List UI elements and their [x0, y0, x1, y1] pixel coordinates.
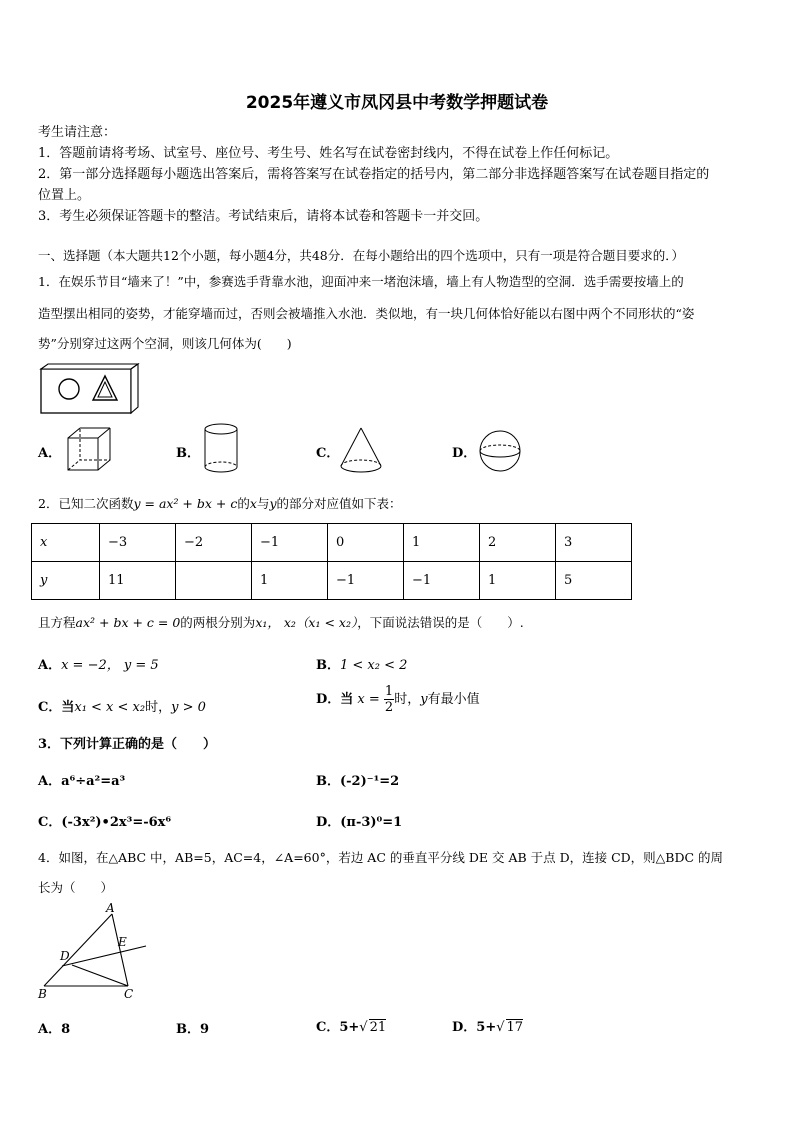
cylinder-icon	[203, 422, 239, 474]
table-cell: −1	[404, 562, 480, 600]
q2-option-d-label: D．当	[316, 692, 354, 707]
q1-option-b-label: B．	[176, 446, 200, 461]
q2-stem-prefix: 2．已知二次函数	[38, 496, 134, 511]
table-row-y	[32, 562, 632, 600]
q4-option-d-radicand: 17	[506, 1020, 524, 1035]
q2-var-y: y	[269, 496, 277, 511]
table-row-x	[32, 524, 632, 562]
point-label-b: B	[38, 987, 47, 1001]
q2-stem-mid: 的	[237, 496, 250, 511]
q2-value-table	[31, 523, 632, 600]
q2-option-b-label: B．	[316, 658, 340, 673]
page-title: 2025年遵义市凤冈县中考数学押题试卷	[245, 93, 549, 113]
q2-option-d-y: y	[420, 692, 428, 707]
q4-option-d-label: D．5+	[452, 1020, 497, 1035]
table-cell	[176, 562, 252, 600]
table-cell: 2	[480, 524, 556, 562]
table-cell: 3	[556, 524, 632, 562]
sqrt-icon: √	[359, 1020, 368, 1035]
table-cell: 5	[556, 562, 632, 600]
sqrt-icon: √	[496, 1020, 505, 1035]
triangle-figure	[36, 900, 152, 1004]
notice-item-2: 2．第一部分选择题每小题选出答案后，需将答案写在试卷指定的括号内，第二部分非选择题答案写在试卷题目指定的	[38, 167, 710, 182]
q2-option-c-math2: y > 0	[171, 700, 206, 715]
q2-option-c-mid: 时，	[145, 700, 172, 715]
q2-option-b-text: 1 < x₂ < 2	[340, 658, 408, 673]
q2-option-b	[316, 654, 407, 673]
table-cell: −1	[328, 562, 404, 600]
q3-option-b: B．(-2)⁻¹=2	[316, 774, 400, 789]
notice-item-1: 1．答题前请将考场、试室号、座位号、考生号、姓名写在试卷密封线内，不得在试卷上作任何标记。	[38, 146, 619, 161]
q2-function: y = ax² + bx + c	[133, 496, 238, 511]
q4-option-b: B．9	[176, 1022, 210, 1037]
fraction-denominator: 2	[384, 700, 394, 715]
q2-stem-suffix: 的部分对应值如下表：	[276, 496, 402, 511]
q2-var-x: x	[249, 496, 257, 511]
notice-heading: 考生请注意：	[38, 125, 117, 140]
q2-roots: x₁， x₂（x₁ < x₂）	[255, 615, 358, 630]
q2-cond-prefix: 且方程	[38, 615, 76, 630]
q1-option-d-label: D．	[452, 446, 477, 461]
table-header-x: x	[32, 524, 100, 562]
table-cell: 0	[328, 524, 404, 562]
notice-item-3: 3．考生必须保证答题卡的整洁。考试结束后，请将本试卷和答题卡一并交回。	[38, 209, 489, 224]
q4-option-d	[452, 1016, 523, 1035]
table-cell: −2	[176, 524, 252, 562]
q2-cond-suffix: ，下面说法错误的是（ ）.	[357, 615, 524, 630]
q4-line-2: 长为（ ）	[38, 880, 114, 895]
q4-line-1: 4．如图，在△ABC 中，AB=5，AC=4，∠A=60°，若边 AC 的垂直平分线 DE 交 AB 于点 D，连接 CD，则△BDC 的周	[38, 850, 724, 865]
table-cell: 11	[100, 562, 176, 600]
fraction-numerator: 1	[384, 684, 394, 699]
q1-line-2: 造型摆出相同的姿势，才能穿墙而过，否则会被墙推入水池．类似地，有一块几何体恰好能以右图中两个不同形状的“姿	[38, 306, 695, 321]
q1-option-c-label: C．	[316, 446, 340, 461]
cube-icon	[66, 426, 114, 474]
table-cell: 1	[252, 562, 328, 600]
q1-option-a-label: A．	[38, 446, 62, 461]
q2-option-c-label: C．当	[38, 700, 75, 715]
q2-option-a-text: x = −2， y = 5	[61, 658, 159, 673]
q2-cond-mid: 的两根分别为	[180, 615, 256, 630]
cone-icon	[339, 426, 383, 474]
q4-option-a: A．8	[38, 1022, 71, 1037]
q2-condition	[38, 613, 524, 631]
q3-option-a: A．a⁶÷a²=a³	[38, 774, 126, 789]
fraction	[384, 684, 394, 715]
point-label-c: C	[124, 987, 134, 1001]
sphere-icon	[477, 430, 523, 472]
q2-option-c-math: x₁ < x < x₂	[74, 700, 146, 715]
table-cell: −1	[252, 524, 328, 562]
table-header-y: y	[32, 562, 100, 600]
table-cell: −3	[100, 524, 176, 562]
q3-option-d: D．(π-3)⁰=1	[316, 815, 403, 830]
q2-stem-and: 与	[256, 496, 270, 511]
q1-line-1: 1．在娱乐节目“墙来了！”中，参赛选手背靠水池，迎面冲来一堵泡沫墙，墙上有人物造型的空洞．选手需要按墙上的	[38, 274, 684, 289]
q2-equation: ax² + bx + c = 0	[75, 615, 181, 630]
q4-option-c	[316, 1016, 386, 1035]
q2-option-d	[316, 684, 480, 715]
q2-stem	[38, 494, 402, 512]
section-heading: 一、选择题（本大题共12个小题，每小题4分，共48分．在每小题给出的四个选项中，只有一项是符合题目要求的．）	[38, 248, 685, 263]
q2-option-d-x: x =	[357, 692, 380, 707]
notice-item-2-cont: 位置上。	[38, 188, 91, 203]
table-cell: 1	[480, 562, 556, 600]
q4-option-c-label: C．5+	[316, 1020, 360, 1035]
wall-figure	[40, 363, 140, 415]
q2-option-a	[38, 654, 159, 673]
q1-line-3: 势”分别穿过这两个空洞，则该几何体为( )	[38, 336, 292, 351]
q3-option-c: C．(-3x²)•2x³=-6x⁶	[38, 815, 172, 830]
q4-option-c-radicand: 21	[369, 1020, 387, 1035]
q2-option-d-suffix: 有最小值	[427, 692, 480, 707]
table-cell: 1	[404, 524, 480, 562]
q3-stem: 3．下列计算正确的是（ ）	[38, 737, 217, 752]
q2-option-c	[38, 696, 206, 715]
point-label-a: A	[106, 901, 115, 915]
point-label-e: E	[118, 935, 127, 949]
q2-option-a-label: A．	[38, 658, 62, 673]
q2-option-d-mid: 时，	[394, 692, 421, 707]
point-label-d: D	[60, 949, 70, 963]
